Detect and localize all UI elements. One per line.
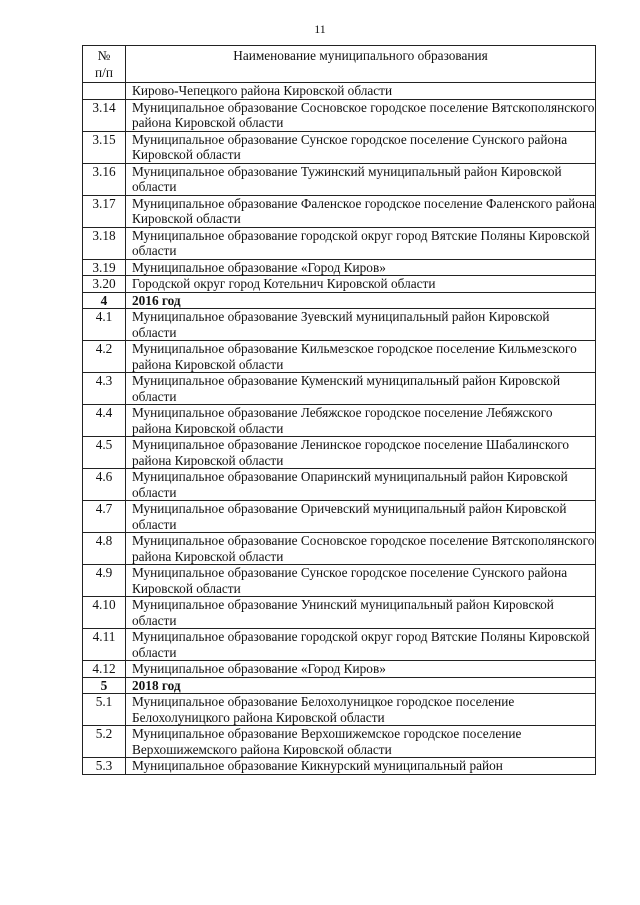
row-municipality-name: Муниципальное образование городской округ город Вятские Поляны Кировской области xyxy=(126,629,596,661)
table-header-row xyxy=(83,46,596,83)
table-row xyxy=(83,501,596,533)
row-number: 4.10 xyxy=(83,597,126,629)
row-municipality-name: Муниципальное образование Лебяжское городское поселение Лебяжского района Кировской области xyxy=(126,405,596,437)
row-municipality-name: Муниципальное образование «Город Киров» xyxy=(126,259,596,276)
row-number: 5 xyxy=(83,677,126,694)
column-header-name: Наименование муниципального образования xyxy=(126,46,596,83)
row-municipality-name: Муниципальное образование Тужинский муниципальный район Кировской области xyxy=(126,163,596,195)
row-municipality-name: Муниципальное образование Куменский муниципальный район Кировской области xyxy=(126,373,596,405)
table-section-row xyxy=(83,677,596,694)
page-number: 11 xyxy=(314,22,326,36)
table-row xyxy=(83,533,596,565)
row-municipality-name: Муниципальное образование Зуевский муниципальный район Кировской области xyxy=(126,309,596,341)
row-number: 5.2 xyxy=(83,726,126,758)
table-row xyxy=(83,131,596,163)
row-number: 4.5 xyxy=(83,437,126,469)
table-body xyxy=(83,83,596,775)
row-municipality-name: Муниципальное образование Фаленское городское поселение Фаленского района Кировской области xyxy=(126,195,596,227)
row-number: 3.18 xyxy=(83,227,126,259)
table-row xyxy=(83,99,596,131)
row-number: 3.20 xyxy=(83,276,126,293)
row-number: 4.3 xyxy=(83,373,126,405)
table-row xyxy=(83,726,596,758)
row-number: 3.15 xyxy=(83,131,126,163)
row-municipality-name: Муниципальное образование городской округ город Вятские Поляны Кировской области xyxy=(126,227,596,259)
table-section-row xyxy=(83,292,596,309)
table-row xyxy=(83,276,596,293)
row-municipality-name: Муниципальное образование Кильмезское городское поселение Кильмезского района Кировской области xyxy=(126,341,596,373)
row-municipality-name: Муниципальное образование Кикнурский муниципальный район xyxy=(126,758,596,775)
row-number: 3.14 xyxy=(83,99,126,131)
row-number: 4.1 xyxy=(83,309,126,341)
row-number: 3.17 xyxy=(83,195,126,227)
row-municipality-name: Муниципальное образование Сосновское городское поселение Вятскополянского района Кировской области xyxy=(126,99,596,131)
table-row xyxy=(83,565,596,597)
row-municipality-name: 2016 год xyxy=(126,292,596,309)
row-number: 4 xyxy=(83,292,126,309)
table-row xyxy=(83,373,596,405)
table-row xyxy=(83,405,596,437)
municipalities-table xyxy=(82,45,596,775)
row-number: 5.1 xyxy=(83,694,126,726)
row-municipality-name: Муниципальное образование Ленинское городское поселение Шабалинского района Кировской области xyxy=(126,437,596,469)
column-header-number-label: № п/п xyxy=(95,48,113,80)
table-row xyxy=(83,195,596,227)
row-municipality-name: Муниципальное образование Белохолуницкое городское поселение Белохолуницкого района Кировской области xyxy=(126,694,596,726)
table-row xyxy=(83,758,596,775)
row-municipality-name: Муниципальное образование Сосновское городское поселение Вятскополянского района Кировской области xyxy=(126,533,596,565)
table-row xyxy=(83,163,596,195)
row-municipality-name: Муниципальное образование «Город Киров» xyxy=(126,661,596,678)
row-number: 5.3 xyxy=(83,758,126,775)
row-municipality-name: Муниципальное образование Оричевский муниципальный район Кировской области xyxy=(126,501,596,533)
row-number: 3.19 xyxy=(83,259,126,276)
column-header-number xyxy=(83,46,126,83)
table-row xyxy=(83,83,596,100)
table-row xyxy=(83,469,596,501)
row-number: 4.8 xyxy=(83,533,126,565)
table-row xyxy=(83,629,596,661)
row-number: 4.7 xyxy=(83,501,126,533)
row-number: 4.6 xyxy=(83,469,126,501)
row-number: 4.12 xyxy=(83,661,126,678)
row-municipality-name: Муниципальное образование Сунское городское поселение Сунского района Кировской области xyxy=(126,131,596,163)
table-row xyxy=(83,341,596,373)
table-row xyxy=(83,259,596,276)
table-row xyxy=(83,661,596,678)
row-number: 4.4 xyxy=(83,405,126,437)
row-number: 3.16 xyxy=(83,163,126,195)
table-row xyxy=(83,227,596,259)
row-municipality-name: Муниципальное образование Опаринский муниципальный район Кировской области xyxy=(126,469,596,501)
row-municipality-name: Муниципальное образование Верхошижемское городское поселение Верхошижемского района Кировской области xyxy=(126,726,596,758)
row-municipality-name: Муниципальное образование Сунское городское поселение Сунского района Кировской области xyxy=(126,565,596,597)
row-municipality-name: Муниципальное образование Унинский муниципальный район Кировской области xyxy=(126,597,596,629)
row-municipality-name: Городской округ город Котельнич Кировской области xyxy=(126,276,596,293)
table-row xyxy=(83,597,596,629)
row-number: 4.9 xyxy=(83,565,126,597)
row-municipality-name: 2018 год xyxy=(126,677,596,694)
row-municipality-name: Кирово-Чепецкого района Кировской области xyxy=(126,83,596,100)
table-row xyxy=(83,437,596,469)
row-number: 4.11 xyxy=(83,629,126,661)
row-number xyxy=(83,83,126,100)
table-row xyxy=(83,694,596,726)
table-row xyxy=(83,309,596,341)
row-number: 4.2 xyxy=(83,341,126,373)
